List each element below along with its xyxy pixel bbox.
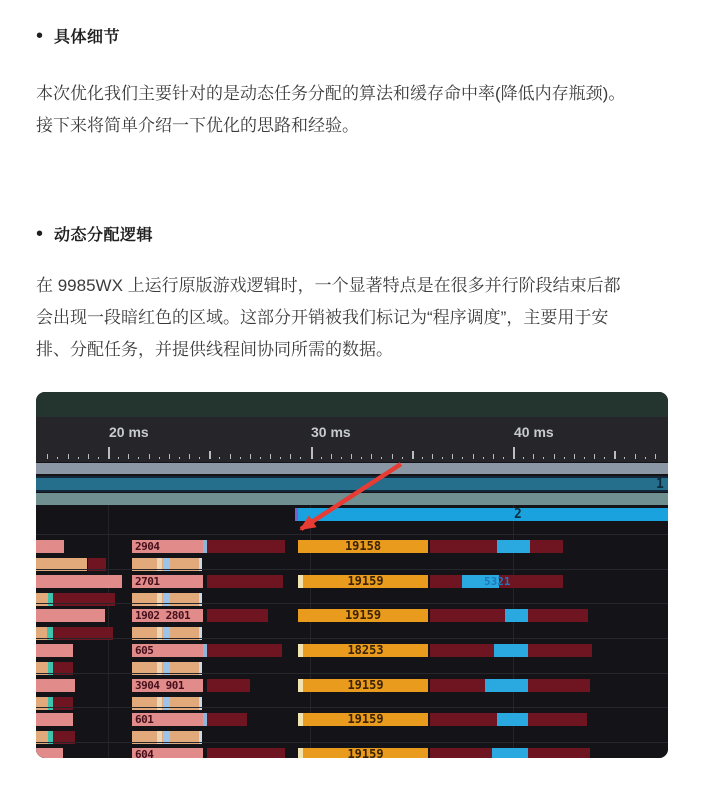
track-band-sage [36, 493, 668, 505]
profiler-bar-pink [132, 679, 203, 692]
ruler-tick-label: 30 ms [311, 424, 351, 440]
bar-stripe [163, 697, 170, 710]
bar-value-label: 19159 [347, 678, 384, 692]
bullet-icon: • [36, 24, 44, 47]
profiler-bar-darkred [207, 644, 282, 657]
ruler-tick [564, 457, 565, 460]
ruler-tick [290, 454, 291, 459]
bar-value-label: 18253 [347, 643, 384, 657]
profiler-bar-darkred [207, 713, 247, 726]
row-separator [36, 707, 668, 708]
section-heading-text: 动态分配逻辑 [54, 227, 154, 244]
ruler-tick [88, 454, 89, 459]
bar-value-label: 2701 [135, 575, 160, 588]
track-band-frame-2 [298, 508, 668, 521]
profiler-bar-darkred [430, 609, 505, 622]
profiler-track-area [36, 462, 668, 758]
ruler-tick [311, 447, 313, 459]
ruler-tick [574, 454, 575, 459]
profiler-bar-orange [303, 748, 428, 758]
ruler-tick [422, 457, 423, 460]
ruler-tick [361, 457, 362, 460]
ruler-tick [533, 454, 534, 459]
profiler-bar-darkred [53, 593, 115, 606]
profiler-bar-pink [132, 609, 203, 622]
profiler-bar-darkred [528, 679, 590, 692]
profiler-bar-pink [36, 609, 105, 622]
ruler-tick [250, 454, 251, 459]
ruler-tick [341, 457, 342, 460]
ruler-tick [300, 457, 301, 460]
floating-value-label: 5321 [484, 575, 511, 588]
ruler-tick [159, 457, 160, 460]
profiler-bar-cyan [485, 679, 528, 692]
bar-value-label: 19159 [344, 608, 382, 622]
timeline-ruler [36, 417, 668, 462]
ruler-tick [655, 454, 656, 459]
profiler-bar-pink [36, 713, 73, 726]
paragraph-line: 在 9985WX 上运行原版游戏逻辑时，一个显著特点是在很多并行阶段结束后都 [36, 276, 621, 295]
ruler-tick [138, 457, 139, 460]
bar-value-label: 19159 [347, 747, 384, 758]
bar-value-label: 19159 [347, 712, 384, 726]
ruler-tick [351, 454, 352, 459]
frame-2-start-marker [295, 508, 298, 521]
ruler-tick [432, 454, 433, 459]
row-separator [36, 638, 668, 639]
section-heading-detail [36, 24, 120, 47]
profiler-bar-cyan [497, 540, 530, 553]
paragraph-scheduling-description [36, 270, 676, 366]
profiler-bar-darkred [528, 609, 588, 622]
ruler-tick-label: 20 ms [109, 424, 149, 440]
profiler-bar-pink [36, 644, 73, 657]
bar-stripe [157, 697, 162, 710]
bar-stripe [199, 697, 202, 710]
ruler-tick [219, 457, 220, 460]
profiler-bar-darkred [528, 713, 587, 726]
ruler-tick [371, 454, 372, 459]
ruler-tick [128, 454, 129, 459]
ruler-tick [412, 451, 414, 459]
profiler-bar-pink [36, 540, 64, 553]
profiler-bar-orange [298, 540, 428, 553]
row-separator [36, 742, 668, 743]
profiler-bar-darkred [430, 679, 485, 692]
ruler-tick [230, 454, 231, 459]
ruler-tick [483, 457, 484, 460]
track-band-frame-1 [36, 476, 668, 492]
row-separator [36, 603, 668, 604]
profiler-screenshot [36, 392, 668, 758]
ruler-tick [645, 457, 646, 460]
profiler-bar-darkred [528, 644, 592, 657]
profiler-bar-darkred [207, 679, 250, 692]
profiler-bar-tanstripe [132, 593, 202, 606]
ruler-tick [331, 454, 332, 459]
bar-stripe [163, 593, 170, 606]
bar-stripe [199, 593, 202, 606]
row-separator [36, 534, 668, 535]
ruler-tick [513, 447, 515, 459]
ruler-tick [118, 457, 119, 460]
ruler-tick [179, 457, 180, 460]
ruler-tick [78, 457, 79, 460]
frame-1-label: 1 [656, 477, 664, 492]
profiler-bar-darkred [207, 575, 283, 588]
paragraph-line: 排、分配任务，并提供线程间协同所需的数据。 [36, 340, 393, 359]
ruler-tick [503, 457, 504, 460]
paragraph-optimization-summary [36, 78, 676, 142]
paragraph-line: 会出现一段暗红色的区域。这部分开销被我们标记为“程序调度”，主要用于安 [36, 308, 609, 327]
profiler-bar-cyan [492, 748, 528, 758]
profiler-bar-tan [36, 593, 48, 606]
profiler-bar-pink [132, 540, 203, 553]
ruler-tick [260, 457, 261, 460]
profiler-bar-tanstripe [132, 697, 202, 710]
profiler-header-bar [36, 392, 668, 417]
ruler-tick [199, 457, 200, 460]
ruler-tick [584, 457, 585, 460]
section-heading-dynamic-allocation [36, 222, 153, 245]
profiler-bar-darkred [207, 540, 285, 553]
bar-value-label: 19159 [347, 574, 384, 588]
bullet-icon: • [36, 222, 44, 245]
profiler-bar-darkred [53, 697, 73, 710]
profiler-bar-cyan [494, 644, 528, 657]
ruler-tick [149, 454, 150, 459]
ruler-tick [108, 447, 110, 459]
row-separator [36, 673, 668, 674]
profiler-bar-pink [132, 713, 203, 726]
ruler-tick [68, 454, 69, 459]
profiler-bar-orange [303, 644, 428, 657]
profiler-bar-darkred [430, 575, 462, 588]
profiler-bar-cyan [497, 713, 528, 726]
frame-2-label: 2 [514, 507, 522, 522]
profiler-bar-darkred [528, 748, 590, 758]
profiler-bar-orange [303, 713, 428, 726]
bar-value-label: 2904 [135, 540, 160, 553]
bar-value-label: 19158 [344, 539, 382, 553]
ruler-tick [270, 454, 271, 459]
ruler-tick [604, 457, 605, 460]
ruler-tick [462, 457, 463, 460]
ruler-tick [523, 457, 524, 460]
bar-stripe [157, 593, 162, 606]
ruler-tick [381, 457, 382, 460]
profiler-bar-pink [132, 644, 203, 657]
profiler-bar-darkred [430, 540, 497, 553]
profiler-bar-orange [303, 679, 428, 692]
ruler-tick [392, 454, 393, 459]
profiler-bar-darkred [530, 540, 563, 553]
ruler-tick [614, 451, 616, 459]
ruler-tick [452, 454, 453, 459]
ruler-tick [98, 457, 99, 460]
paragraph-line: 接下来将简单介绍一下优化的思路和经验。 [36, 116, 359, 135]
track-band-gray [36, 463, 668, 474]
profiler-bar-pink [36, 679, 75, 692]
ruler-tick [240, 457, 241, 460]
ruler-tick [57, 457, 58, 460]
ruler-tick [209, 451, 211, 459]
ruler-tick [554, 454, 555, 459]
ruler-tick-label: 40 ms [514, 424, 554, 440]
bar-value-label: 1902 2801 [135, 609, 191, 622]
profiler-bar-darkred [207, 609, 268, 622]
ruler-tick [594, 454, 595, 459]
profiler-bar-darkred [207, 748, 285, 758]
bar-value-label: 604 [135, 748, 154, 758]
ruler-tick [442, 457, 443, 460]
profiler-bar-pink [132, 748, 203, 758]
ruler-tick [473, 454, 474, 459]
profiler-bar-orange [303, 575, 428, 588]
ruler-tick [280, 457, 281, 460]
profiler-bar-pink [36, 575, 122, 588]
bar-value-label: 601 [135, 713, 154, 726]
ruler-tick [189, 454, 190, 459]
profiler-bar-pink [36, 748, 63, 758]
ruler-tick [624, 457, 625, 460]
profiler-bar-orange [298, 609, 428, 622]
ruler-tick [169, 454, 170, 459]
ruler-tick [493, 454, 494, 459]
ruler-tick [635, 454, 636, 459]
profiler-bar-tan [36, 697, 48, 710]
ruler-tick [321, 457, 322, 460]
paragraph-line: 本次优化我们主要针对的是动态任务分配的算法和缓存命中率(降低内存瓶颈)。 [36, 84, 626, 103]
profiler-bar-pink [132, 575, 203, 588]
ruler-tick [47, 454, 48, 459]
profiler-bar-cyan [505, 609, 528, 622]
section-heading-text: 具体细节 [54, 29, 121, 46]
ruler-tick [402, 457, 403, 460]
profiler-bar-darkred [430, 644, 494, 657]
row-separator [36, 569, 668, 570]
profiler-bar-darkred [430, 748, 492, 758]
bar-value-label: 3904 901 [135, 679, 184, 692]
ruler-tick [543, 457, 544, 460]
profiler-bar-darkred [430, 713, 497, 726]
bar-value-label: 605 [135, 644, 154, 657]
